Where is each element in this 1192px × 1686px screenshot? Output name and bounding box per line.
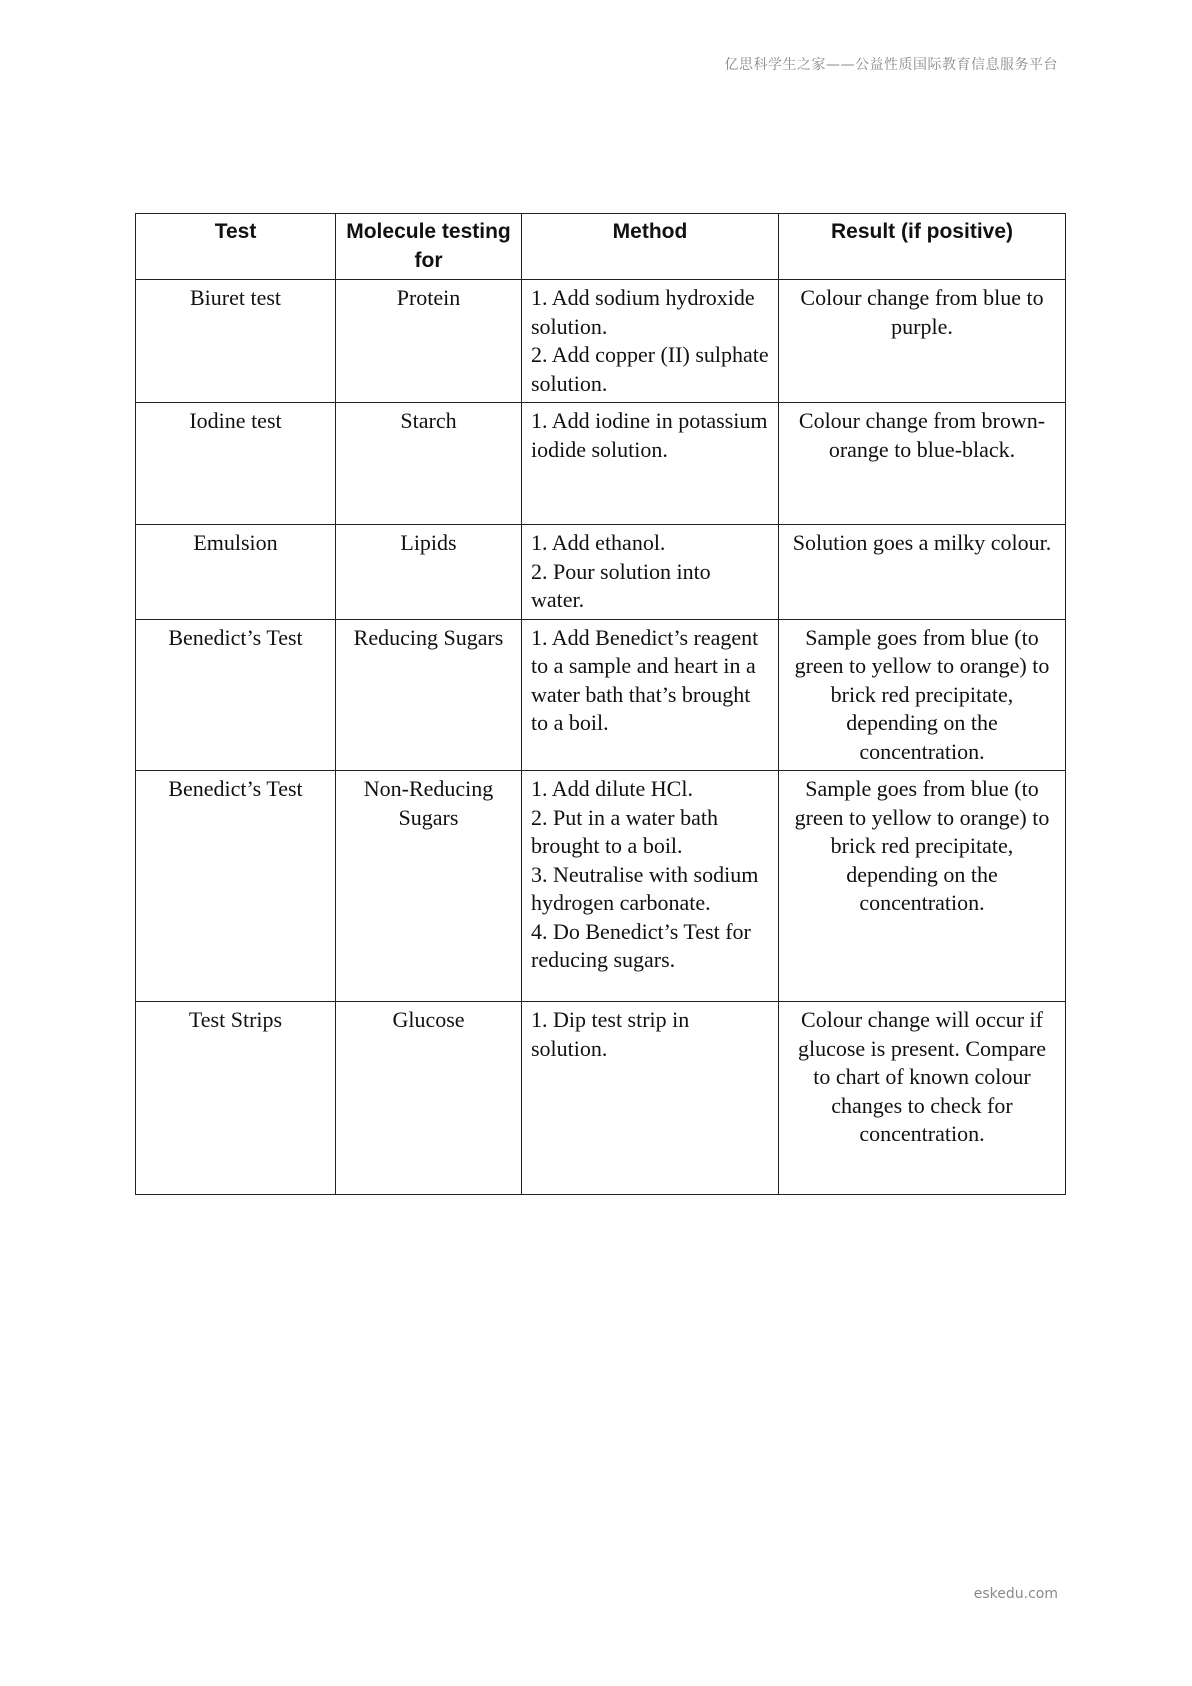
cell-test: Biuret test [136, 280, 336, 403]
table-row [136, 525, 1066, 620]
column-header-method: Method [522, 214, 779, 280]
cell-molecule: Lipids [336, 525, 522, 620]
footer-site-text: eskedu.com [973, 1586, 1058, 1602]
cell-molecule: Starch [336, 403, 522, 525]
column-header-molecule: Molecule testing for [336, 214, 522, 280]
method-step: 2. Pour solution into water. [531, 558, 711, 612]
cell-molecule: Reducing Sugars [336, 619, 522, 771]
cell-result: Sample goes from blue (to green to yellow to orange) to brick red precipitate, depending on the concentration. [779, 619, 1066, 771]
method-step: 1. Add iodine in potassium iodide solution. [531, 408, 768, 462]
cell-method [522, 1002, 779, 1195]
method-step: 2. Add copper (II) sulphate solution. [531, 342, 769, 396]
cell-result: Colour change from brown-orange to blue-black. [779, 403, 1066, 525]
table-row [136, 771, 1066, 1002]
table-row [136, 619, 1066, 771]
header-watermark-text: 亿思科学生之家——公益性质国际教育信息服务平台 [724, 57, 1058, 73]
table-row [136, 280, 1066, 403]
cell-test: Benedict’s Test [136, 619, 336, 771]
cell-test: Iodine test [136, 403, 336, 525]
cell-method [522, 280, 779, 403]
cell-method [522, 403, 779, 525]
cell-test: Benedict’s Test [136, 771, 336, 1002]
cell-result: Colour change will occur if glucose is present. Compare to chart of known colour changes to check for concentration. [779, 1002, 1066, 1195]
method-step: 4. Do Benedict’s Test for reducing sugars. [531, 918, 751, 972]
method-step: 1. Add ethanol. [531, 530, 666, 555]
method-step: 1. Dip test strip in solution. [531, 1007, 690, 1061]
cell-result: Colour change from blue to purple. [779, 280, 1066, 403]
column-header-test: Test [136, 214, 336, 280]
method-step: 1. Add sodium hydroxide solution. [531, 285, 755, 339]
cell-test: Test Strips [136, 1002, 336, 1195]
table-row [136, 403, 1066, 525]
cell-method [522, 771, 779, 1002]
table-header-row [136, 214, 1066, 280]
cell-method [522, 525, 779, 620]
cell-molecule: Non-Reducing Sugars [336, 771, 522, 1002]
cell-molecule: Glucose [336, 1002, 522, 1195]
method-step: 1. Add dilute HCl. [531, 776, 693, 801]
method-step: 3. Neutralise with sodium hydrogen carbonate. [531, 861, 759, 915]
cell-result: Solution goes a milky colour. [779, 525, 1066, 620]
cell-test: Emulsion [136, 525, 336, 620]
method-step: 2. Put in a water bath brought to a boil. [531, 804, 718, 858]
cell-molecule: Protein [336, 280, 522, 403]
method-step: 1. Add Benedict’s reagent to a sample and heart in a water bath that’s brought to a boil. [531, 624, 759, 735]
table-row [136, 1002, 1066, 1195]
biomolecule-tests-table [135, 213, 1066, 1195]
column-header-result: Result (if positive) [779, 214, 1066, 280]
cell-result: Sample goes from blue (to green to yellow to orange) to brick red precipitate, depending on the concentration. [779, 771, 1066, 1002]
cell-method [522, 619, 779, 771]
